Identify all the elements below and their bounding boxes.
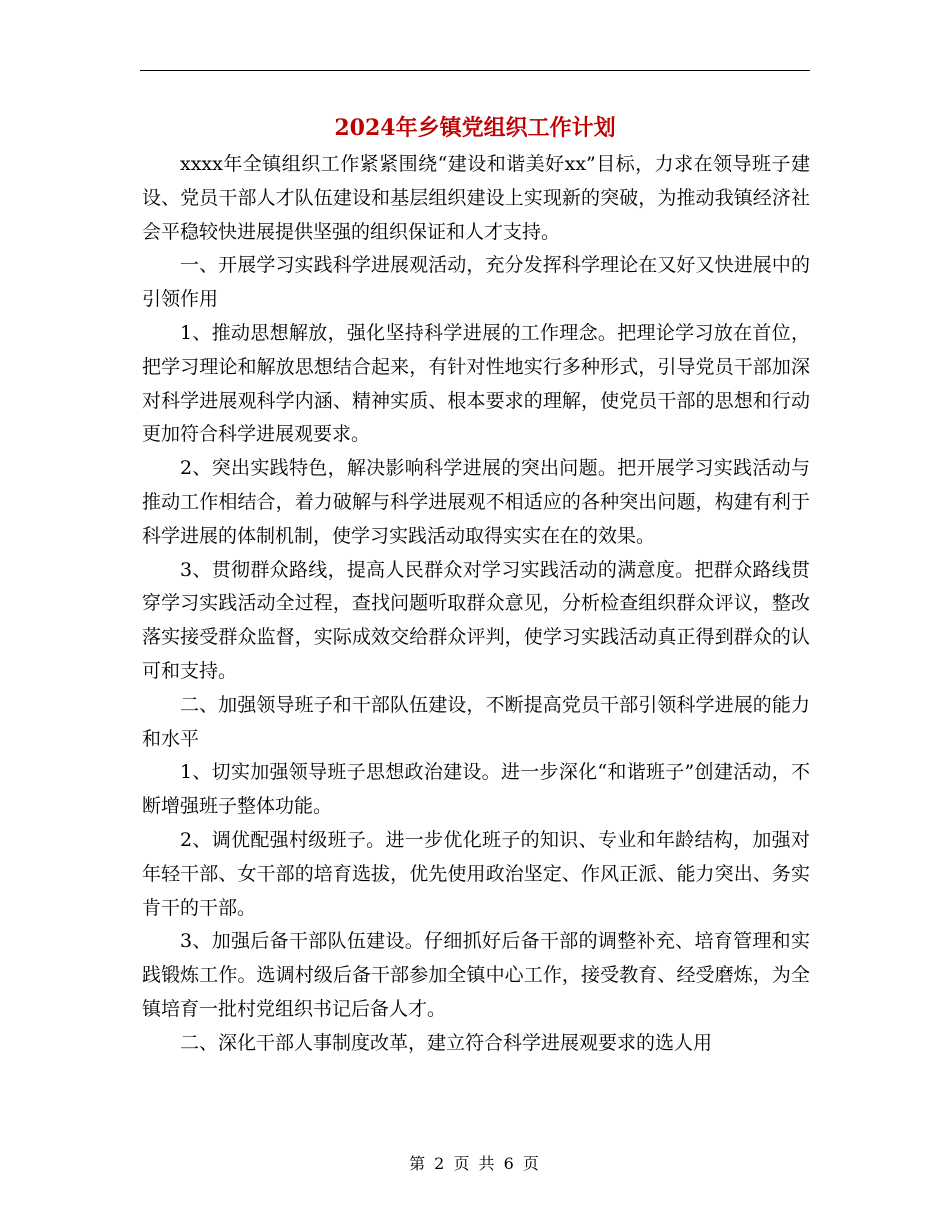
page-number-footer: 第 2 页 共 6 页 xyxy=(409,1154,541,1173)
paragraph-1-3: 3、贯彻群众路线，提高人民群众对学习实践活动的满意度。把群众路线贯穿学习实践活动全过程，查找问题听取群众意见，分析检查组织群众评议，整改落实接受群众监督，实际成效交给群众评判，使学习实践活动真正得到群众的认可和支持。 xyxy=(142,558,810,682)
document-body xyxy=(142,148,810,1061)
section-heading-1: 一、开展学习实践科学进展观活动，充分发挥科学理论在又好又快进展中的引领作用 xyxy=(142,254,810,311)
paragraph-1-1: 1、推动思想解放，强化坚持科学进展的工作理念。把理论学习放在首位，把学习理论和解放思想结合起来，有针对性地实行多种形式，引导党员干部加深对科学进展观科学内涵、精神实质、根本要求的理解，使党员干部的思想和行动更加符合科学进展观要求。 xyxy=(142,321,810,446)
header-rule xyxy=(140,70,810,71)
paragraph-2-3: 3、加强后备干部队伍建设。仔细抓好后备干部的调整补充、培育管理和实践锻炼工作。选调村级后备干部参加全镇中心工作，接受教育、经受磨炼，为全镇培育一批村党组织书记后备人才。 xyxy=(142,930,810,1020)
paragraph-intro: xxxx年全镇组织工作紧紧围绕“建设和谐美好xx”目标，力求在领导班子建设、党员干部人才队伍建设和基层组织建设上实现新的突破，为推动我镇经济社会平稳较快进展提供坚强的组织保证和人才支持。 xyxy=(142,153,810,243)
paragraph-2-2: 2、调优配强村级班子。进一步优化班子的知识、专业和年龄结构，加强对年轻干部、女干部的培育选拔，优先使用政治坚定、作风正派、能力突出、务实肯干的干部。 xyxy=(142,828,810,919)
section-heading-2: 二、加强领导班子和干部队伍建设，不断提高党员干部引领科学进展的能力和水平 xyxy=(142,693,810,750)
paragraph-1-2: 2、突出实践特色，解决影响科学进展的突出问题。把开展学习实践活动与推动工作相结合，着力破解与科学进展观不相适应的各种突出问题，构建有利于科学进展的体制机制，使学习实践活动取得实实在在的效果。 xyxy=(142,457,810,547)
section-heading-3: 二、深化干部人事制度改革，建立符合科学进展观要求的选人用 xyxy=(180,1031,713,1054)
paragraph-2-1: 1、切实加强领导班子思想政治建设。进一步深化“和谐班子”创建活动，不断增强班子整体功能。 xyxy=(142,761,810,818)
document-title: 2024年乡镇党组织工作计划 xyxy=(334,115,616,141)
